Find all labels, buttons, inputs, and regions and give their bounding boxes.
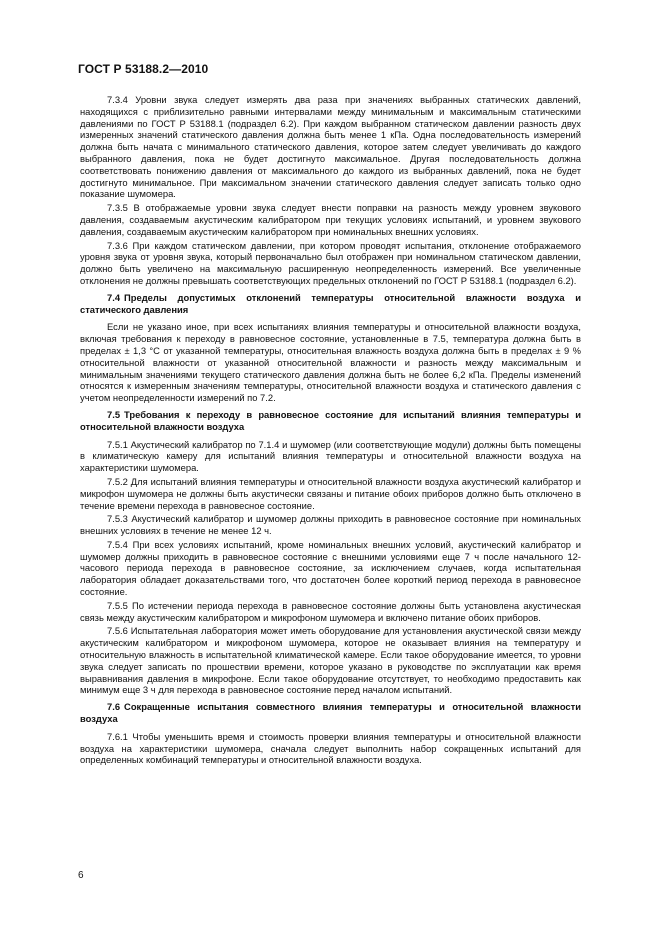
section-title: Сокращенные испытания совместного влияния температуры и относительной влажности воздуха <box>80 701 581 725</box>
section-heading-7-6 <box>80 701 581 725</box>
paragraph-7-5-6: 7.5.6 Испытательная лаборатория может иметь оборудование для установления акустической связи между акустическим калибратором и микрофоном шумомера, которое не оказывает влияния на температуру и относительную влажность в испытательной климатической камере. Если такое оборудование имеется, то уровни звука следует записать по прошествии времени, которое указано в руководстве по эксплуатации как время выравнивания давления в микрофоне. Если такое оборудование отсутствует, то необходимо предоставить как минимум еще 3 ч для перехода в равновесное состояние перед началом испытаний. <box>80 625 581 696</box>
page-number: 6 <box>78 870 84 881</box>
section-heading-7-4 <box>80 292 581 316</box>
section-heading-7-5 <box>80 409 581 433</box>
paragraph-7-3-4: 7.3.4 Уровни звука следует измерять два раза при значениях выбранных статических давлений, находящихся с приблизительно равными интервалами между минимальным и максимальным статическими давлениями по ГОСТ Р 53188.1 (подраздел 6.2). При каждом выбранном статическом давлении разность двух измеренных значений статического давления должна быть менее 1 кПа. Одна последовательность измерений должна быть начата с минимального статического давления, которое затем следует увеличивать до каждого выбранного давления, пока не будет достигнуто максимальное. Другая последовательность должна соответствовать понижению давления от максимального до каждого из выбранных давлений, пока не будет достигнуто минимальное. При максимальном значении статического давления следует записать только одно показание шумомера. <box>80 94 581 200</box>
paragraph-7-6-1: 7.6.1 Чтобы уменьшить время и стоимость проверки влияния температуры и относительной влажности воздуха на характеристики шумомера, сначала следует выполнить набор сокращенных испытаний для определенных комбинаций температуры и относительной влажности воздуха. <box>80 730 581 766</box>
document-body <box>80 94 581 768</box>
paragraph-7-4: Если не указано иное, при всех испытаниях влияния температуры и относительной влажности воздуха, включая требования к переходу в равновесное состояние, установленные в 7.5, температура должна быть в пределах ± 1,3 °С от указанной температуры, относительная влажность воздуха должна быть в пределах ± 9 % относительной влажности от указанной относительной влажности и разность между максимальным и минимальным значениями текущего статического давления должна быть не более 6,2 кПа. Пределы изменений относятся к измеренным значениям температуры, относительной влажности воздуха и статического давления с учетом неопределенности измерений по 7.2. <box>80 321 581 404</box>
paragraph-7-5-1: 7.5.1 Акустический калибратор по 7.1.4 и шумомер (или соответствующие модули) должны быть помещены в климатическую камеру для испытаний влияния температуры и относительной влажности воздуха на характеристики шумомера. <box>80 438 581 474</box>
section-number: 7.6 <box>107 701 121 713</box>
paragraph-7-5-2: 7.5.2 Для испытаний влияния температуры и относительной влажности воздуха акустический калибратор и микрофон шумомера не должны быть акустически связаны и питание обоих приборов должно быть отключено в течение времени перехода в равновесное состояние. <box>80 475 581 511</box>
section-number: 7.4 <box>107 291 121 303</box>
section-number: 7.5 <box>107 408 121 420</box>
paragraph-7-3-6: 7.3.6 При каждом статическом давлении, при котором проводят испытания, отклонение отображаемого уровня звука от уровня звука, который первоначально был отображен при номинальном статическом давлении, должно быть увеличено на максимальную расширенную неопределенность измерений. Все увеличенные отклонения не должны превышать соответствующих предельных отклонений по ГОСТ Р 53188.1 (подраздел 6.2). <box>80 239 581 286</box>
paragraph-7-3-5: 7.3.5 В отображаемые уровни звука следует внести поправки на разность между уровнем звукового давления, создаваемым акустическим калибратором при текущих условиях испытаний, и уровнем звукового давления, создаваемым акустическим калибратором при номинальных внешних условиях. <box>80 202 581 237</box>
section-title: Требования к переходу в равновесное состояние для испытаний влияния температуры и относительной влажности воздуха <box>80 408 581 432</box>
paragraph-7-5-4: 7.5.4 При всех условиях испытаний, кроме номинальных внешних условий, акустический калибратор и шумомер должны приходить в равновесное состояние с внешними условиями еще 7 ч после начального 12-часового периода перехода в равновесное состояние, за исключением случаев, когда испытательная лаборатория обладает доказательствами того, что достаточен более короткий период перехода в равновесное состояние. <box>80 538 581 598</box>
paragraph-7-5-3: 7.5.3 Акустический калибратор и шумомер должны приходить в равновесное состояние при номинальных внешних условиях в течение не менее 12 ч. <box>80 513 581 537</box>
document-header: ГОСТ Р 53188.2—2010 <box>78 62 209 76</box>
section-title: Пределы допустимых отклонений температуры относительной влажности воздуха и статического давления <box>80 291 581 315</box>
paragraph-7-5-5: 7.5.5 По истечении периода перехода в равновесное состояние должны быть установлена акустическая связь между акустическим калибратором и микрофоном шумомера и включено питание обоих приборов. <box>80 599 581 623</box>
